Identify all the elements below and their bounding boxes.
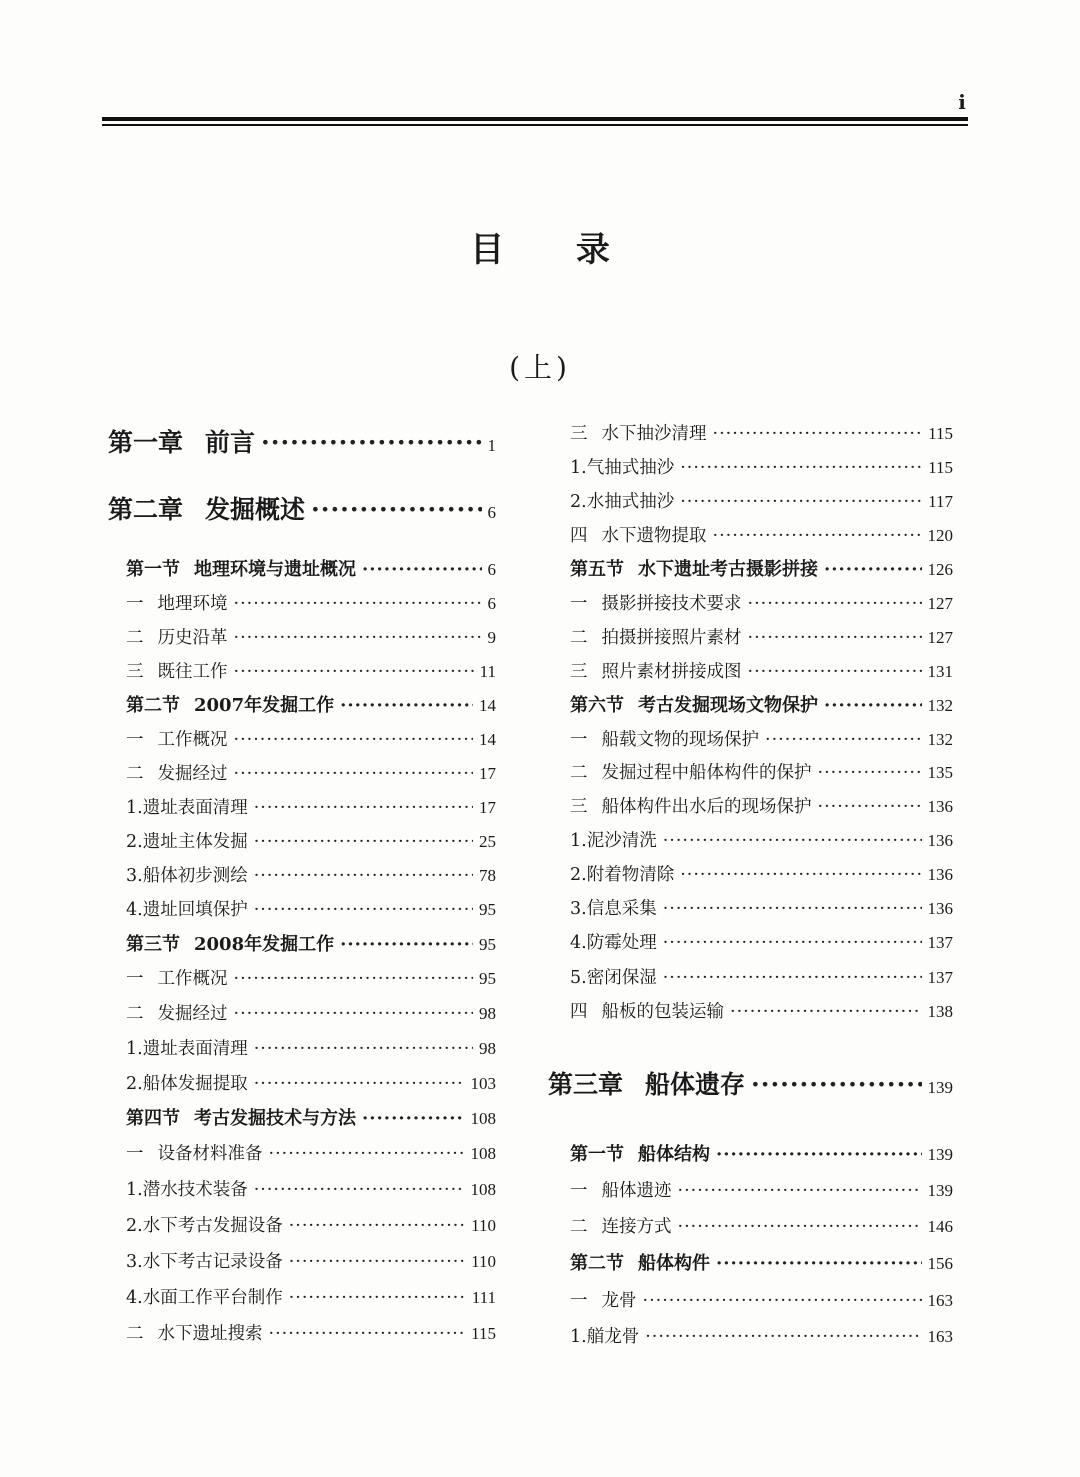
toc-entry-section xyxy=(570,556,953,584)
toc-entry-text: 设备材料准备 xyxy=(157,1144,263,1164)
toc-entry-text: 摄影拼接技术要求 xyxy=(601,594,742,614)
toc-entry-number: 第二章 xyxy=(108,495,184,524)
toc-entry-text: 2.水下考古发掘设备 xyxy=(126,1216,283,1236)
toc-entry-text: 船体遗存 xyxy=(645,1070,746,1099)
toc-page-number: 131 xyxy=(927,662,953,681)
toc-page-number: 136 xyxy=(927,831,953,850)
toc-entry-label xyxy=(126,896,248,924)
toc-entry-label xyxy=(570,590,742,618)
toc-entry-text: 拍摄拼接照片素材 xyxy=(601,628,742,648)
toc-entry-number: 一 xyxy=(126,730,144,750)
toc-entry-item xyxy=(570,658,953,686)
toc-entry-section xyxy=(126,1105,496,1133)
toc-entry-item xyxy=(570,522,953,550)
toc-page-number: 98 xyxy=(479,1004,496,1023)
toc-entry-text: 1.泥沙清洗 xyxy=(570,831,657,851)
toc-page-number: 110 xyxy=(471,1216,496,1235)
toc-entry-label xyxy=(570,488,674,516)
toc-entry-number: 一 xyxy=(570,594,588,614)
dot-leader xyxy=(818,793,922,821)
toc-entry-label xyxy=(570,759,812,787)
toc-entry-sub xyxy=(126,862,496,890)
toc-entry-label xyxy=(126,1284,283,1312)
toc-page-number: 156 xyxy=(927,1254,953,1273)
toc-entry-label xyxy=(126,1105,356,1133)
toc-entry-label xyxy=(126,624,228,652)
dot-leader xyxy=(269,1320,466,1348)
toc-entry-number: 第三章 xyxy=(548,1070,624,1099)
toc-page-number: 115 xyxy=(928,458,953,477)
toc-entry-sub xyxy=(126,1284,496,1312)
dot-leader xyxy=(748,590,922,618)
volume-subtitle: (上) xyxy=(509,351,571,384)
page-number: i xyxy=(958,90,966,114)
toc-entry-text: 3.水下考古记录设备 xyxy=(126,1252,283,1272)
toc-entry-text: 3.船体初步测绘 xyxy=(126,866,248,886)
toc-entry-number: 第三节 xyxy=(126,934,180,955)
toc-page-number: 136 xyxy=(927,797,953,816)
toc-entry-item xyxy=(126,658,496,686)
dot-leader xyxy=(713,522,922,550)
toc-entry-text: 水下遗物提取 xyxy=(601,526,707,546)
toc-entry-text: 发掘概述 xyxy=(205,495,306,524)
toc-entry-label xyxy=(126,1212,283,1240)
toc-entry-label xyxy=(126,828,248,856)
toc-page-number: 117 xyxy=(928,492,953,511)
dot-leader xyxy=(716,1141,922,1169)
dot-leader xyxy=(254,1035,473,1063)
toc-entry-number: 三 xyxy=(570,797,588,817)
toc-entry-number: 第一章 xyxy=(108,428,184,457)
toc-page-number: 132 xyxy=(927,696,953,715)
toc-title: 目 录 xyxy=(470,230,640,270)
toc-entry-number: 一 xyxy=(126,969,144,989)
toc-entry-item xyxy=(570,590,953,618)
toc-page-number: 14 xyxy=(479,696,496,715)
toc-entry-item xyxy=(126,726,496,754)
toc-entry-text: 船板的包装运输 xyxy=(601,1002,724,1022)
toc-entry-sub xyxy=(126,1176,496,1204)
dot-leader xyxy=(716,1250,922,1278)
toc-entry-text: 工作概况 xyxy=(157,730,228,750)
toc-entry-section xyxy=(570,1250,953,1278)
toc-entry-text: 既往工作 xyxy=(157,662,228,682)
toc-page-number: 146 xyxy=(927,1217,953,1236)
toc-entry-number: 三 xyxy=(126,662,144,682)
toc-entry-label xyxy=(570,1287,637,1315)
toc-page-number: 163 xyxy=(927,1327,953,1346)
toc-entry-text: 考古发掘现场文物保护 xyxy=(638,695,818,716)
toc-page-number: 103 xyxy=(470,1074,496,1093)
dot-leader xyxy=(254,1070,465,1098)
toc-entry-number: 第一节 xyxy=(570,1144,624,1165)
toc-entry-text: 2.水抽式抽沙 xyxy=(570,492,675,512)
toc-entry-text: 前言 xyxy=(205,428,256,457)
dot-leader xyxy=(730,998,922,1026)
toc-entry-section xyxy=(570,692,953,720)
toc-entry-label xyxy=(126,556,356,584)
toc-entry-label xyxy=(126,931,334,959)
dot-leader xyxy=(680,861,921,889)
dot-leader xyxy=(663,895,922,923)
toc-entry-number: 第二节 xyxy=(570,1253,624,1274)
toc-entry-text: 水下抽沙清理 xyxy=(601,424,707,444)
dot-leader xyxy=(362,556,482,584)
dot-leader xyxy=(362,1105,465,1133)
dot-leader xyxy=(678,1213,922,1241)
dot-leader xyxy=(713,420,923,448)
toc-page-number: 108 xyxy=(470,1144,496,1163)
toc-entry-text: 2007年发掘工作 xyxy=(194,695,335,716)
toc-entry-sub xyxy=(570,861,953,889)
toc-entry-text: 船体构件出水后的现场保护 xyxy=(601,797,812,817)
toc-entry-text: 1.艏龙骨 xyxy=(570,1327,640,1347)
toc-entry-text: 船体构件 xyxy=(638,1253,710,1274)
toc-entry-text: 地理环境 xyxy=(157,594,228,614)
dot-leader xyxy=(234,965,474,993)
dot-leader xyxy=(254,794,473,822)
toc-entry-sub xyxy=(126,1035,496,1063)
dot-leader xyxy=(340,692,473,720)
toc-entry-number: 四 xyxy=(570,526,588,546)
toc-entry-label xyxy=(570,1177,672,1205)
toc-entry-item xyxy=(570,1177,953,1205)
toc-entry-sub xyxy=(126,794,496,822)
toc-entry-item xyxy=(126,1000,496,1028)
toc-page-number: 110 xyxy=(471,1252,496,1271)
toc-entry-text: 5.密闭保湿 xyxy=(570,968,657,988)
toc-page-number: 1 xyxy=(487,436,496,455)
toc-entry-text: 发掘过程中船体构件的保护 xyxy=(601,763,812,783)
toc-entry-item xyxy=(570,1213,953,1241)
toc-entry-label xyxy=(570,827,657,855)
toc-entry-label xyxy=(570,420,707,448)
dot-leader xyxy=(663,827,922,855)
toc-entry-number: 二 xyxy=(126,628,144,648)
dot-leader xyxy=(234,624,482,652)
dot-leader xyxy=(261,423,481,463)
toc-entry-chapter xyxy=(108,423,496,463)
toc-entry-number: 第四节 xyxy=(126,1108,180,1129)
dot-leader xyxy=(289,1212,465,1240)
toc-page-number: 163 xyxy=(927,1291,953,1310)
toc-entry-sub xyxy=(126,896,496,924)
toc-entry-number: 一 xyxy=(126,594,144,614)
toc-entry-sub xyxy=(126,1212,496,1240)
toc-entry-label xyxy=(570,692,818,720)
dot-leader xyxy=(234,1000,474,1028)
dot-leader xyxy=(254,828,473,856)
toc-entry-section xyxy=(126,692,496,720)
toc-entry-number: 第一节 xyxy=(126,559,180,580)
toc-entry-label xyxy=(570,964,657,992)
toc-entry-label xyxy=(570,1213,672,1241)
toc-entry-label xyxy=(108,490,305,530)
dot-leader xyxy=(234,726,474,754)
toc-page-number: 6 xyxy=(487,594,496,613)
toc-page-number: 25 xyxy=(479,832,496,851)
toc-entry-sub xyxy=(570,895,953,923)
toc-entry-label xyxy=(126,760,228,788)
toc-entry-sub xyxy=(126,1070,496,1098)
toc-entry-text: 1.潜水技术装备 xyxy=(126,1180,248,1200)
toc-entry-number: 第六节 xyxy=(570,695,624,716)
dot-leader xyxy=(289,1284,466,1312)
toc-entry-item xyxy=(570,420,953,448)
toc-entry-text: 发掘经过 xyxy=(157,764,228,784)
toc-entry-chapter xyxy=(548,1065,953,1105)
dot-leader xyxy=(234,760,474,788)
toc-entry-label xyxy=(126,1176,248,1204)
toc-entry-sub xyxy=(570,827,953,855)
dot-leader xyxy=(663,964,922,992)
toc-entry-label xyxy=(570,861,674,889)
toc-page-number: 9 xyxy=(487,628,496,647)
dot-leader xyxy=(818,759,922,787)
toc-entry-text: 4.防霉处理 xyxy=(570,933,657,953)
toc-entry-item xyxy=(126,760,496,788)
toc-entry-sub xyxy=(570,929,953,957)
toc-entry-text: 考古发掘技术与方法 xyxy=(194,1108,356,1129)
toc-page-number: 126 xyxy=(927,560,953,579)
toc-entry-text: 1.遗址表面清理 xyxy=(126,1039,248,1059)
toc-page-number: 135 xyxy=(927,763,953,782)
toc-page-number: 138 xyxy=(927,1002,953,1021)
toc-page-number: 95 xyxy=(479,969,496,988)
toc-entry-text: 工作概况 xyxy=(157,969,228,989)
dot-leader xyxy=(663,929,922,957)
toc-entry-number: 第二节 xyxy=(126,695,180,716)
dot-leader xyxy=(269,1140,465,1168)
toc-page-number: 78 xyxy=(479,866,496,885)
toc-entry-label xyxy=(570,556,818,584)
toc-entry-label xyxy=(570,624,742,652)
toc-page-number: 139 xyxy=(927,1181,953,1200)
toc-entry-item xyxy=(126,1140,496,1168)
toc-entry-label xyxy=(126,965,228,993)
dot-leader xyxy=(311,490,481,530)
toc-entry-sub xyxy=(570,488,953,516)
toc-entry-number: 第五节 xyxy=(570,559,624,580)
toc-entry-label xyxy=(126,1140,263,1168)
toc-entry-number: 一 xyxy=(570,730,588,750)
toc-entry-label xyxy=(570,793,812,821)
toc-page-number: 108 xyxy=(470,1109,496,1128)
toc-entry-item xyxy=(570,759,953,787)
dot-leader xyxy=(254,1176,465,1204)
toc-entry-item xyxy=(570,726,953,754)
toc-page-number: 6 xyxy=(487,503,496,522)
toc-page-number: 14 xyxy=(479,730,496,749)
toc-page-number: 139 xyxy=(927,1078,953,1097)
toc-entry-label xyxy=(126,692,334,720)
toc-page-number: 137 xyxy=(927,968,953,987)
toc-entry-item xyxy=(570,624,953,652)
toc-entry-text: 龙骨 xyxy=(601,1291,637,1311)
dot-leader xyxy=(254,862,473,890)
toc-entry-item xyxy=(126,965,496,993)
dot-leader xyxy=(824,556,922,584)
toc-page-number: 115 xyxy=(471,1324,496,1343)
dot-leader xyxy=(678,1177,922,1205)
toc-entry-text: 2.遗址主体发掘 xyxy=(126,832,248,852)
toc-page-number: 127 xyxy=(927,594,953,613)
toc-entry-number: 三 xyxy=(570,662,588,682)
toc-page-number: 139 xyxy=(927,1145,953,1164)
toc-entry-number: 二 xyxy=(570,1217,588,1237)
toc-page-number: 127 xyxy=(927,628,953,647)
toc-entry-sub xyxy=(126,828,496,856)
toc-entry-label xyxy=(126,1248,283,1276)
toc-entry-number: 二 xyxy=(570,763,588,783)
dot-leader xyxy=(680,488,922,516)
toc-entry-label xyxy=(126,590,228,618)
dot-leader xyxy=(645,1323,921,1351)
toc-entry-text: 水下遗址搜索 xyxy=(157,1324,263,1344)
toc-entry-number: 二 xyxy=(126,1324,144,1344)
toc-page-number: 137 xyxy=(927,933,953,952)
toc-page-number: 120 xyxy=(927,526,953,545)
toc-entry-label xyxy=(570,1323,639,1351)
toc-entry-sub xyxy=(570,454,953,482)
toc-entry-number: 二 xyxy=(126,1004,144,1024)
toc-entry-sub xyxy=(570,1323,953,1351)
toc-page-number: 95 xyxy=(479,935,496,954)
toc-entry-text: 船载文物的现场保护 xyxy=(601,730,759,750)
dot-leader xyxy=(289,1248,465,1276)
toc-page-number: 136 xyxy=(927,899,953,918)
toc-entry-text: 照片素材拼接成图 xyxy=(601,662,742,682)
dot-leader xyxy=(748,624,922,652)
toc-entry-label xyxy=(570,522,707,550)
toc-entry-item xyxy=(126,1320,496,1348)
toc-entry-text: 历史沿革 xyxy=(157,628,228,648)
toc-entry-number: 一 xyxy=(570,1181,588,1201)
toc-entry-chapter xyxy=(108,490,496,530)
header-rule-thick xyxy=(102,117,968,121)
dot-leader xyxy=(340,931,473,959)
toc-entry-text: 2008年发掘工作 xyxy=(194,934,335,955)
toc-entry-item xyxy=(570,1287,953,1315)
toc-entry-section xyxy=(126,556,496,584)
toc-entry-text: 4.水面工作平台制作 xyxy=(126,1288,283,1308)
toc-page-number: 132 xyxy=(927,730,953,749)
toc-entry-text: 2.船体发掘提取 xyxy=(126,1074,248,1094)
toc-entry-sub xyxy=(126,1248,496,1276)
toc-page-number: 17 xyxy=(479,764,496,783)
toc-entry-label xyxy=(570,726,759,754)
toc-entry-item xyxy=(570,998,953,1026)
dot-leader xyxy=(234,658,474,686)
toc-entry-number: 二 xyxy=(126,764,144,784)
toc-entry-text: 连接方式 xyxy=(601,1217,672,1237)
toc-entry-text: 船体结构 xyxy=(638,1144,710,1165)
toc-entry-number: 一 xyxy=(570,1291,588,1311)
toc-entry-label xyxy=(126,862,248,890)
toc-entry-section xyxy=(126,931,496,959)
dot-leader xyxy=(765,726,922,754)
toc-entry-label xyxy=(570,1250,710,1278)
toc-entry-label xyxy=(570,1141,710,1169)
toc-entry-label xyxy=(126,1035,248,1063)
dot-leader xyxy=(824,692,922,720)
toc-entry-text: 1.遗址表面清理 xyxy=(126,798,248,818)
toc-entry-number: 二 xyxy=(570,628,588,648)
toc-entry-label xyxy=(570,998,724,1026)
toc-entry-label xyxy=(570,454,674,482)
toc-page-number: 111 xyxy=(471,1288,496,1307)
toc-page-number: 108 xyxy=(470,1180,496,1199)
toc-entry-number: 三 xyxy=(570,424,588,444)
dot-leader xyxy=(234,590,482,618)
toc-page-number: 17 xyxy=(479,798,496,817)
toc-entry-text: 水下遗址考古摄影拼接 xyxy=(638,559,818,580)
toc-entry-text: 2.附着物清除 xyxy=(570,865,675,885)
toc-entry-text: 发掘经过 xyxy=(157,1004,228,1024)
toc-entry-text: 地理环境与遗址概况 xyxy=(194,559,356,580)
toc-entry-label xyxy=(570,895,657,923)
dot-leader xyxy=(751,1065,921,1105)
toc-page-number: 115 xyxy=(928,424,953,443)
toc-entry-text: 船体遗迹 xyxy=(601,1181,672,1201)
toc-entry-number: 四 xyxy=(570,1002,588,1022)
toc-entry-number: 一 xyxy=(126,1144,144,1164)
toc-page-number: 95 xyxy=(479,900,496,919)
toc-entry-item xyxy=(126,590,496,618)
toc-page-number: 136 xyxy=(927,865,953,884)
toc-entry-section xyxy=(570,1141,953,1169)
dot-leader xyxy=(680,454,922,482)
toc-entry-label xyxy=(570,929,657,957)
toc-entry-label xyxy=(126,726,228,754)
toc-entry-item xyxy=(570,793,953,821)
toc-entry-text: 3.信息采集 xyxy=(570,899,657,919)
dot-leader xyxy=(254,896,473,924)
toc-entry-label xyxy=(126,1320,263,1348)
dot-leader xyxy=(643,1287,922,1315)
toc-entry-label xyxy=(570,658,742,686)
toc-entry-sub xyxy=(570,964,953,992)
toc-entry-item xyxy=(126,624,496,652)
toc-page-number: 98 xyxy=(479,1039,496,1058)
toc-entry-label xyxy=(108,423,255,463)
dot-leader xyxy=(748,658,922,686)
header-rule-thin xyxy=(102,124,968,126)
toc-entry-label xyxy=(126,1000,228,1028)
toc-entry-label xyxy=(126,658,228,686)
toc-entry-label xyxy=(126,1070,248,1098)
toc-entry-label xyxy=(126,794,248,822)
toc-page-number: 11 xyxy=(479,662,496,681)
toc-entry-text: 4.遗址回填保护 xyxy=(126,900,248,920)
toc-entry-text: 1.气抽式抽沙 xyxy=(570,458,675,478)
toc-page-number: 6 xyxy=(487,560,496,579)
toc-entry-label xyxy=(548,1065,745,1105)
